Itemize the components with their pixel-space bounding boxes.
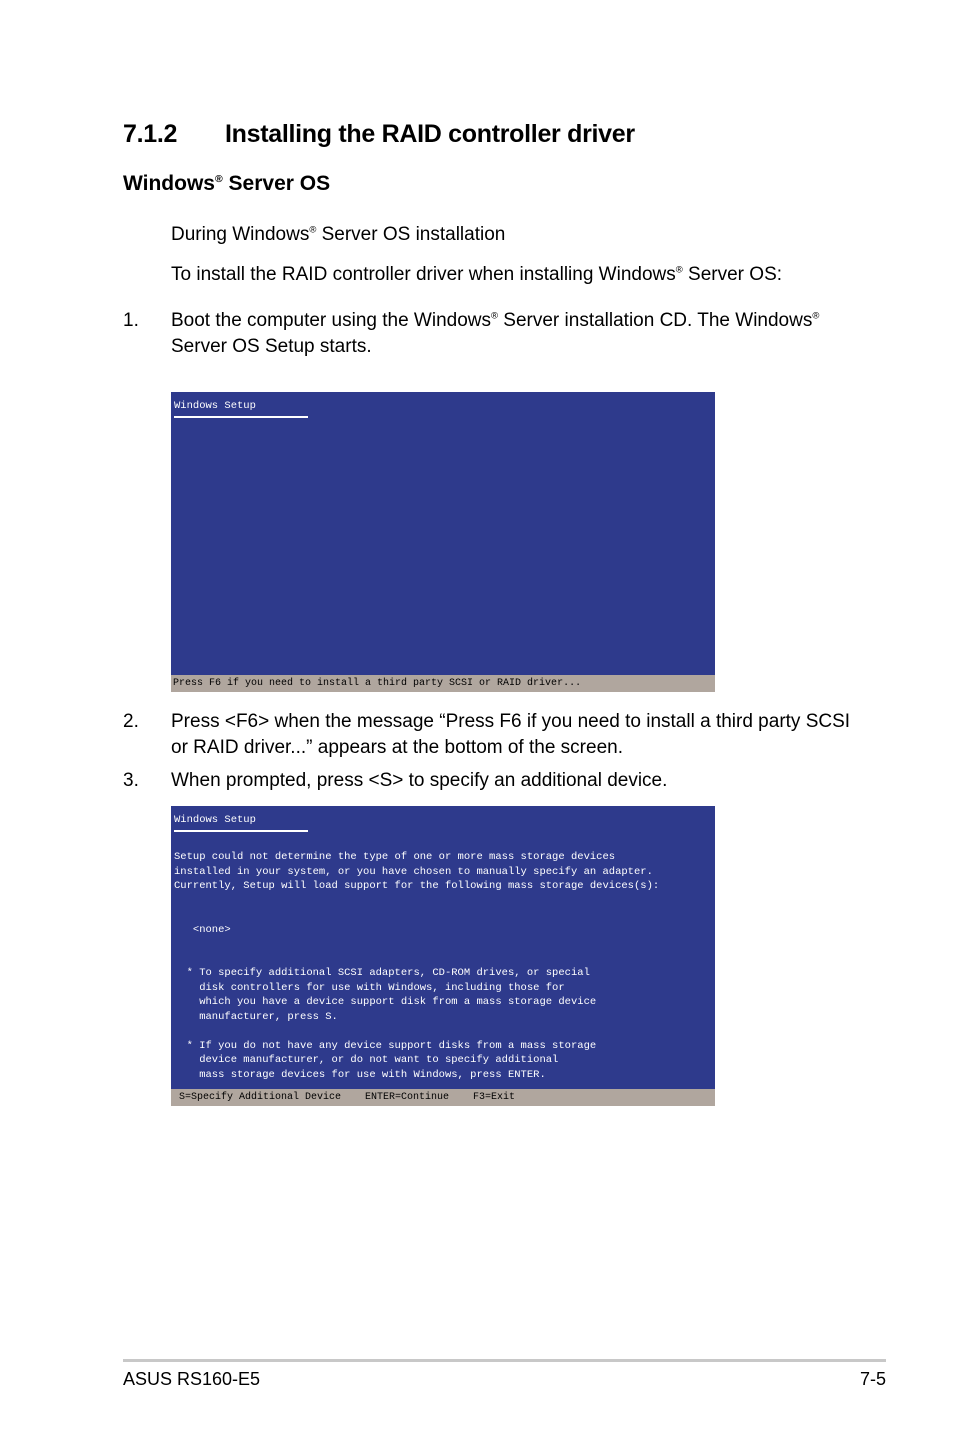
- subsection-title-part-a: Windows: [123, 172, 215, 195]
- step-1-text-b: Server installation CD. The Windows: [498, 310, 813, 331]
- footer-page-number: 7-5: [859, 1369, 886, 1389]
- registered-mark: ®: [214, 173, 223, 185]
- registered-mark: ®: [491, 310, 499, 322]
- section-number: 7.1.2: [123, 120, 178, 148]
- step-1-text-a: Boot the computer using the Windows: [171, 310, 492, 331]
- step-3: [123, 768, 863, 794]
- step-1-text-c: Server OS Setup starts.: [171, 336, 372, 357]
- section-heading: [123, 120, 635, 149]
- intro-line-1-a: During Windows: [171, 224, 310, 245]
- intro-line-2-b: Server OS:: [682, 264, 783, 285]
- status-bar: S=Specify Additional Device ENTER=Continue F3=Exit: [171, 1089, 715, 1106]
- step-1: [123, 308, 863, 360]
- step-text: When prompted, press <S> to specify an additional device.: [171, 770, 668, 791]
- registered-mark: ®: [675, 264, 683, 276]
- intro-line-1: [171, 222, 505, 248]
- footer-product-name: ASUS RS160-E5: [123, 1369, 261, 1389]
- step-2: [123, 709, 863, 761]
- screen-title: Windows Setup: [174, 814, 256, 826]
- setup-screen-1: [171, 392, 715, 692]
- subsection-title-part-b: Server OS: [222, 172, 331, 195]
- title-underline: [174, 830, 308, 832]
- status-bar: Press F6 if you need to install a third party SCSI or RAID driver...: [171, 675, 715, 692]
- intro-line-1-b: Server OS installation: [316, 224, 506, 245]
- step-text: [171, 308, 863, 360]
- screen-title: Windows Setup: [174, 400, 256, 412]
- setup-screen-2: [171, 806, 715, 1106]
- footer-divider: [123, 1359, 886, 1362]
- registered-mark: ®: [309, 224, 317, 236]
- title-underline: [174, 416, 308, 418]
- subsection-heading: [123, 172, 330, 196]
- section-title: Installing the RAID controller driver: [225, 120, 635, 148]
- intro-line-2: [171, 262, 782, 288]
- step-number: 2.: [123, 711, 139, 732]
- step-text: Press <F6> when the message “Press F6 if you need to install a third party SCSI or RAID driver...” appears at the bottom of the screen.: [171, 711, 851, 758]
- registered-mark: ®: [812, 310, 820, 322]
- screen-body-text: Setup could not determine the type of one or more mass storage devices installed in your system, or you have chosen to manually specify an adapter. Currently, Setup will load support for the following mass storage devices(s): <none> * To specify additional SCSI adapters, CD-ROM drives, or special disk controllers for use with Windows, including those for which you have a device support disk from a mass storage device manufacturer, press S. * If you do not have any device support disks from a mass storage device manufacturer, or do not want to specify additional mass storage devices for use with Windows, press ENTER.: [174, 851, 660, 1081]
- step-number: 3.: [123, 770, 139, 791]
- step-number: 1.: [123, 310, 139, 331]
- intro-line-2-a: To install the RAID controller driver when installing Windows: [171, 264, 676, 285]
